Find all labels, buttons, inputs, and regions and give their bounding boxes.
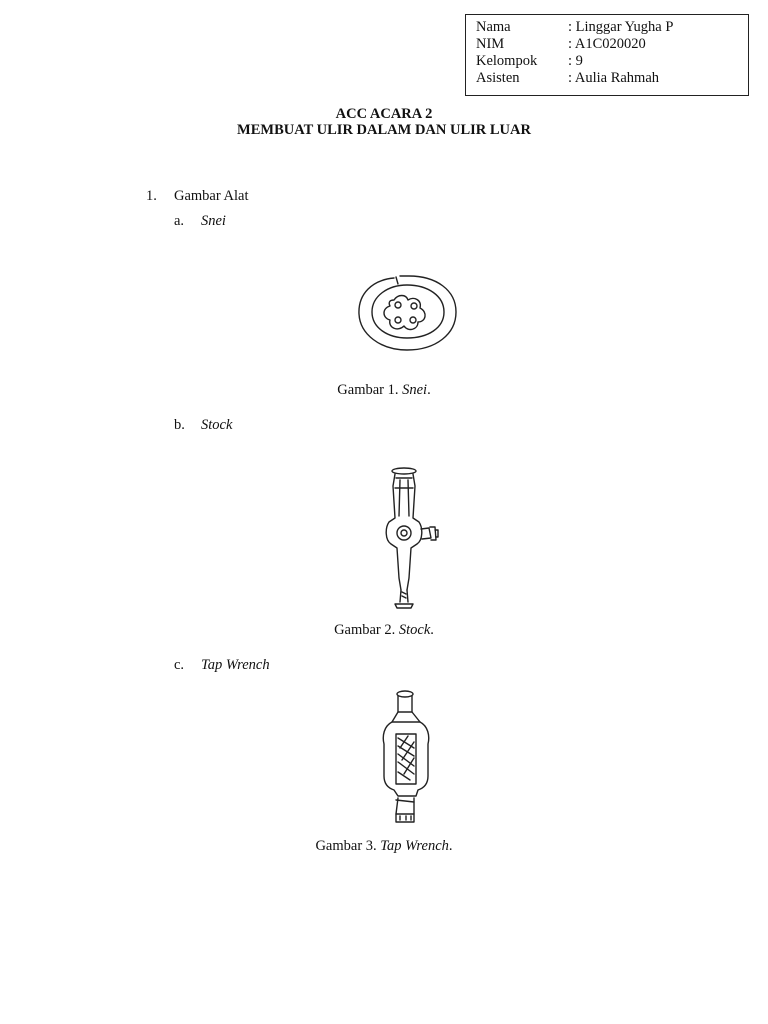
- caption-name: Tap Wrench: [380, 838, 449, 854]
- identity-value: : Aulia Rahmah: [568, 70, 660, 86]
- identity-key: Asisten: [476, 70, 520, 86]
- caption-prefix: Gambar 3.: [315, 838, 377, 854]
- stock-drawing-icon: [375, 466, 445, 616]
- item-letter-c: c.: [174, 657, 185, 673]
- caption-name: Stock: [398, 622, 431, 638]
- identity-value: : 9: [568, 53, 583, 69]
- identity-key: NIM: [476, 36, 505, 52]
- document-title: ACC ACARA 2: [335, 106, 433, 122]
- identity-row-kelompok: [476, 53, 738, 70]
- item-name-tap-wrench: Tap Wrench: [201, 657, 270, 673]
- identity-row-asisten: [476, 70, 738, 87]
- caption-1: [0, 382, 768, 399]
- item-name-stock: Stock: [201, 417, 233, 433]
- identity-key: Nama: [476, 19, 511, 35]
- section-heading: Gambar Alat: [174, 188, 249, 204]
- document-subtitle: MEMBUAT ULIR DALAM DAN ULIR LUAR: [237, 122, 531, 138]
- identity-row-nim: [476, 36, 738, 53]
- identity-box: [465, 14, 749, 96]
- item-letter-a: a.: [174, 213, 185, 229]
- item-name-snei: Snei: [201, 213, 226, 229]
- identity-key: Kelompok: [476, 53, 538, 69]
- section-number: 1.: [146, 188, 157, 204]
- identity-row-nama: [476, 19, 738, 36]
- caption-suffix: .: [448, 838, 453, 854]
- caption-suffix: .: [427, 382, 431, 398]
- tap-wrench-drawing-icon: [378, 688, 438, 830]
- caption-suffix: .: [430, 622, 434, 638]
- caption-2: [0, 622, 768, 639]
- caption-prefix: Gambar 1.: [337, 382, 399, 398]
- identity-value: : Linggar Yugha P: [568, 19, 674, 35]
- caption-name: Snei: [402, 382, 428, 398]
- item-letter-b: b.: [174, 417, 185, 433]
- snei-drawing-icon: [352, 270, 462, 354]
- caption-prefix: Gambar 2.: [334, 622, 396, 638]
- caption-3: [0, 838, 768, 855]
- identity-value: : A1C020020: [568, 36, 646, 52]
